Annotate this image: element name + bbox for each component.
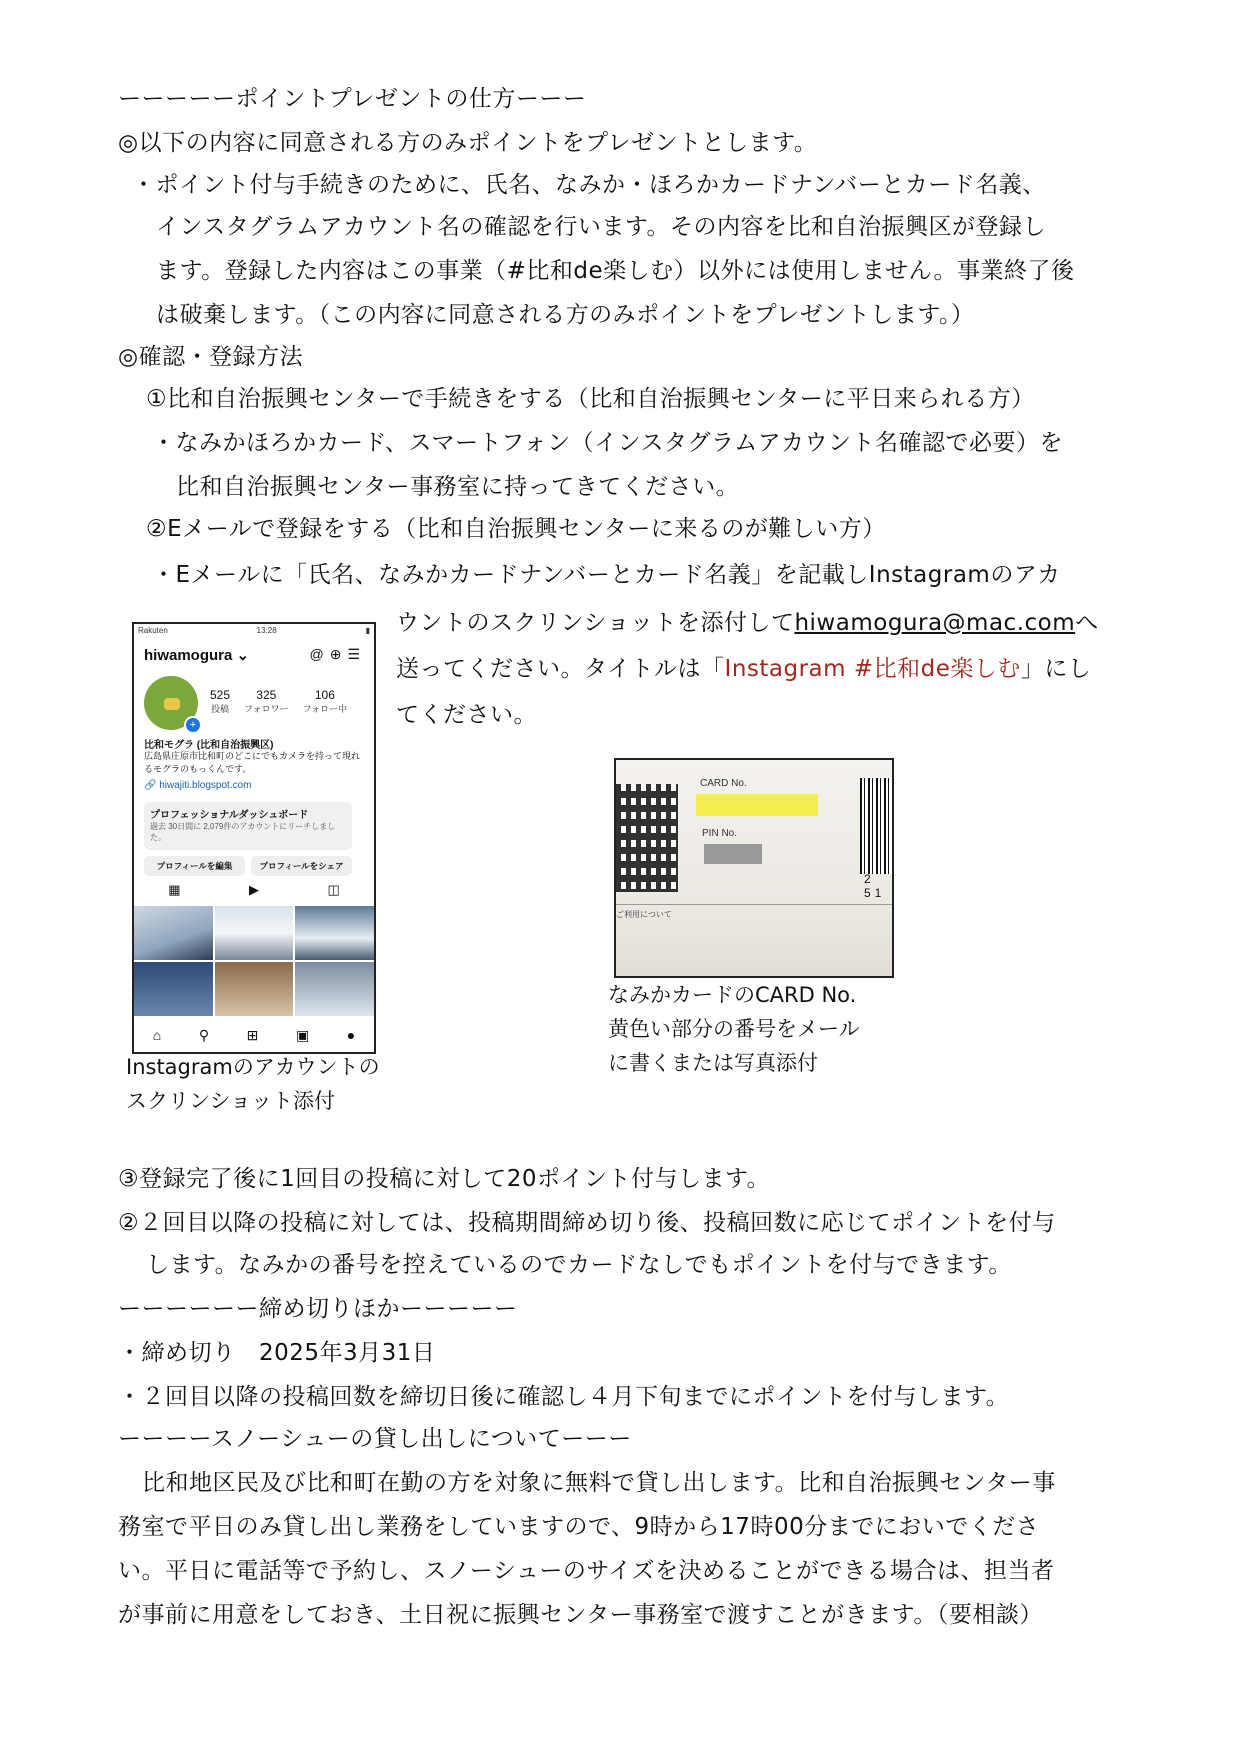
section-heading-deadline: ーーーーーー締め切りほかーーーーー (118, 1296, 518, 1322)
card-number-fragment: 2 51 (864, 872, 886, 900)
threads-icon: @ (309, 646, 330, 662)
qr-code (616, 784, 678, 892)
snowshoe-para-3: い。平日に電話等で予約し、スノーシューのサイズを決めることができる場合は、担当者 (118, 1558, 1055, 1584)
phone-caption-2: スクリンショット添付 (126, 1089, 336, 1113)
method-2-bullet-cont3: てください。 (396, 702, 537, 728)
method-2: ②Eメールで登録をする（比和自治振興センターに来るのが難しい方） (146, 516, 886, 542)
battery-icon: ▮ (365, 626, 370, 635)
stat-followers: 325 フォロワー (244, 688, 289, 714)
bullet-privacy: ・ポイント付与手続きのために、氏名、なみか・ほろかカードナンバーとカード名義、 (132, 172, 1046, 198)
create-icon: ⊞ (246, 1026, 259, 1043)
snowshoe-para-1: 比和地区民及び比和町在勤の方を対象に無料で貸し出します。比和自治振興センター事 (142, 1470, 1056, 1496)
deadline-date: ・締め切り 2025年3月31日 (118, 1340, 436, 1366)
section-heading-snowshoe: ーーーースノーシューの貸し出しについてーーー (118, 1426, 632, 1452)
share-profile-button: プロフィールをシェア (251, 856, 352, 876)
method-2-bullet: ・Eメールに「氏名、なみかカードナンバーとカード名義」を記載しInstagramのアカ (152, 562, 1061, 588)
tagged-icon: ◫ (327, 882, 340, 897)
points-step-repeat-cont: します。なみかの番号を控えているのでカードなしでもポイントを付与できます。 (146, 1252, 1012, 1278)
card-caption-3: に書くまたは写真添付 (608, 1051, 818, 1075)
ig-link: 🔗 hiwajiti.blogspot.com (144, 780, 252, 791)
registration-heading: ◎確認・登録方法 (118, 344, 304, 370)
ig-username: hiwamogura ⌄ (144, 647, 250, 664)
email-title-text: Instagram #比和de楽しむ (724, 656, 1021, 682)
add-icon: ⊕ (329, 646, 348, 662)
card-number-highlight (696, 794, 818, 816)
points-step-3: ③登録完了後に1回目の投稿に対して20ポイント付与します。 (118, 1166, 771, 1192)
instagram-screenshot (132, 622, 376, 1054)
ig-dashboard: プロフェッショナルダッシュボード 過去 30日間に 2,079件のアカウントにリーチしました。 (144, 802, 352, 850)
menu-icon: ☰ (347, 646, 366, 662)
method-1-bullet: ・なみかほろかカード、スマートフォン（インスタグラムアカウント名確認で必要）を (152, 430, 1063, 456)
bullet-privacy-cont2: ます。登録した内容はこの事業（#比和de楽しむ）以外には使用しません。事業終了後 (156, 258, 1075, 284)
points-step-repeat: ②２回目以降の投稿に対しては、投稿期間締め切り後、投稿回数に応じてポイントを付与 (118, 1210, 1056, 1236)
ig-display-name: 比和モグラ (比和自治振興区) (144, 740, 274, 751)
method-2-bullet-cont1: ウントのスクリンショットを添付してhiwamogura@mac.comへ (396, 610, 1099, 636)
deadline-note: ・２回目以降の投稿回数を締切日後に確認し４月下旬までにポイントを付与します。 (118, 1384, 1010, 1410)
home-icon: ⌂ (152, 1027, 162, 1043)
stat-following: 106 フォロー中 (302, 688, 348, 714)
ig-post-grid (134, 906, 374, 1016)
email-link[interactable]: hiwamogura@mac.com (794, 610, 1076, 636)
agreement-line: ◎以下の内容に同意される方のみポイントをプレゼントとします。 (118, 130, 818, 156)
method-1: ①比和自治振興センターで手続きをする（比和自治振興センターに平日来られる方） (146, 386, 1035, 412)
bullet-privacy-cont1: インスタグラムアカウント名の確認を行います。その内容を比和自治振興区が登録し (156, 214, 1047, 240)
card-caption-1: なみかカードのCARD No. (608, 983, 857, 1007)
section-heading-points: ーーーーーポイントプレゼントの仕方ーーー (118, 86, 587, 112)
search-icon: ⚲ (198, 1026, 210, 1043)
method-1-bullet-cont: 比和自治振興センター事務室に持ってきてください。 (176, 474, 740, 500)
bullet-privacy-cont3: は破棄します。（この内容に同意される方のみポイントをプレゼントします。） (156, 302, 975, 328)
edit-profile-button: プロフィールを編集 (144, 856, 245, 876)
card-caption-2: 黄色い部分の番号をメール (608, 1017, 860, 1041)
ig-stats (210, 688, 347, 715)
grid-icon: ▦ (168, 882, 181, 897)
pin-masked (704, 844, 762, 864)
card-divider (616, 904, 892, 905)
snowshoe-para-4: が事前に用意をしておき、土日祝に振興センター事務室で渡すことがきます。（要相談） (118, 1602, 1043, 1628)
card-fine-print: ご利用について (616, 910, 672, 919)
profile-icon: ● (346, 1027, 356, 1043)
reels-icon: ▶ (249, 882, 259, 897)
phone-caption-1: Instagramのアカウントの (126, 1055, 380, 1079)
ig-bio: 広島県庄原市比和町のどこにでもカメラを持って現れるモグラのもっくんです。 (144, 751, 361, 774)
ig-bottom-nav (134, 1018, 374, 1052)
method-2-bullet-cont2: 送ってください。タイトルは「Instagram #比和de楽しむ」にし (396, 656, 1092, 682)
snowshoe-para-2: 務室で平日のみ貸し出し業務をしていますので、9時から17時00分までにおいでくださ (118, 1514, 1040, 1540)
ig-tabs (134, 882, 374, 898)
phone-status-bar: Rakuten 13:28 ▮ (138, 626, 370, 635)
ig-top-icons (309, 646, 366, 663)
plus-icon: + (184, 716, 202, 734)
namika-card-photo (614, 758, 894, 978)
link-icon: 🔗 (144, 780, 157, 791)
card-no-label: CARD No. (700, 778, 747, 789)
reels-nav-icon: ▣ (295, 1026, 310, 1043)
barcode (860, 778, 892, 874)
stat-posts: 525 投稿 (210, 688, 231, 714)
pin-label: PIN No. (702, 828, 738, 839)
